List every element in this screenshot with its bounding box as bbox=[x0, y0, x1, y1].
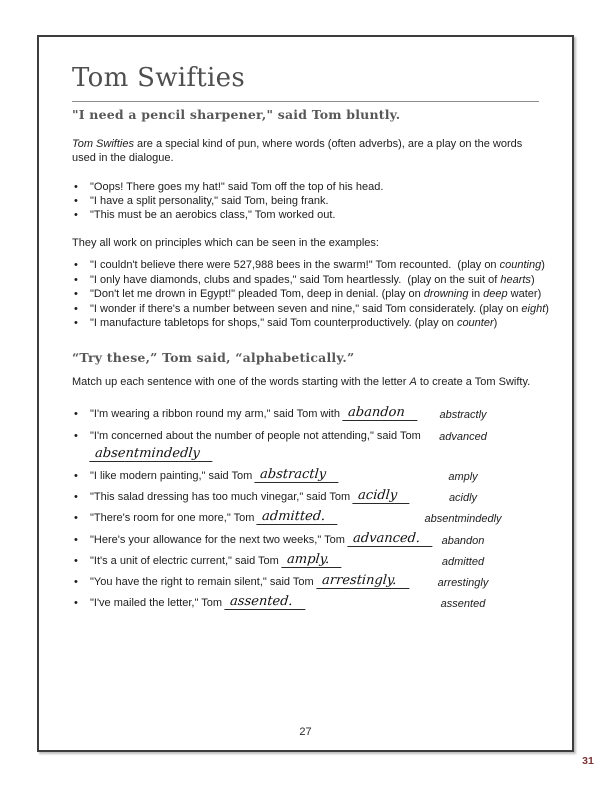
match-sentence bbox=[90, 405, 418, 420]
handwritten-answer: advanced. bbox=[347, 532, 433, 547]
pun-post: ) bbox=[493, 317, 498, 329]
handwritten-answer: abstractly bbox=[255, 468, 340, 483]
handwritten-answer: absentmindedly bbox=[89, 447, 213, 462]
bullet-icon: • bbox=[74, 470, 78, 482]
example-text: "Oops! There goes my hat!" said Tom off the top of his head. bbox=[90, 181, 384, 193]
sentence-text: "I'm wearing a ribbon round my arm," said Tom with bbox=[90, 408, 340, 420]
pun-mid: in bbox=[468, 288, 484, 300]
bullet-icon: • bbox=[74, 555, 78, 567]
word-option: absentmindedly bbox=[424, 513, 502, 525]
sentence-text: "It's a unit of electric current," said Tom bbox=[90, 555, 279, 567]
list-item bbox=[72, 258, 551, 273]
handwritten-answer: abandon bbox=[342, 406, 418, 421]
pun-post: ) bbox=[541, 259, 545, 271]
word-option: acidly bbox=[448, 492, 478, 504]
sentence-text: "This salad dressing has too much vinegar," said Tom bbox=[90, 491, 351, 503]
intro-paragraph bbox=[72, 137, 546, 165]
match-sentence bbox=[90, 552, 342, 567]
word-option: admitted bbox=[441, 556, 485, 568]
pun-pre: "I manufacture tabletops for shops," said Tom counterproductively. (play on bbox=[90, 317, 457, 329]
list-item bbox=[72, 194, 551, 208]
bullet-icon: • bbox=[74, 408, 78, 420]
pun-italic: drowning bbox=[423, 288, 469, 300]
pun-pre: "Don't let me drown in Egypt!" pleaded Tom, deep in denial. (play on bbox=[90, 288, 424, 300]
title-rule bbox=[72, 101, 539, 102]
sentence-text: "Here's your allowance for the next two weeks," Tom bbox=[90, 534, 345, 546]
intro-italic-term: Tom Swifties bbox=[72, 138, 134, 150]
bullet-icon: • bbox=[74, 597, 78, 609]
bullet-icon: • bbox=[74, 430, 78, 442]
word-option: arrestingly bbox=[437, 577, 489, 589]
instructions-pre: Match up each sentence with one of the words starting with the letter bbox=[72, 376, 410, 388]
word-option: advanced bbox=[439, 431, 487, 443]
handwritten-answer: assented. bbox=[224, 595, 306, 610]
pun-italic: counting bbox=[499, 259, 542, 271]
list-item bbox=[72, 273, 551, 288]
handwritten-answer: amply. bbox=[281, 553, 343, 568]
sentence-text: "You have the right to remain silent," said Tom bbox=[90, 576, 314, 588]
match-row bbox=[72, 490, 551, 505]
word-option: amply bbox=[448, 471, 478, 483]
pun-italic: counter bbox=[456, 317, 494, 329]
match-row bbox=[72, 511, 551, 526]
bullet-icon: • bbox=[74, 534, 78, 546]
pun-text bbox=[90, 317, 497, 329]
pun-text bbox=[90, 303, 549, 315]
instructions-post: to create a Tom Swifty. bbox=[416, 376, 531, 388]
match-instructions bbox=[72, 375, 530, 389]
bullet-icon: • bbox=[74, 259, 78, 271]
match-sentence bbox=[90, 573, 409, 588]
match-sentence bbox=[90, 467, 339, 482]
word-option: abandon bbox=[441, 535, 485, 547]
instructions-italic: A bbox=[409, 376, 417, 388]
pun-post: water) bbox=[507, 288, 542, 300]
word-option: abstractly bbox=[439, 409, 487, 421]
bullet-icon: • bbox=[74, 209, 78, 221]
bullet-icon: • bbox=[74, 576, 78, 588]
bullet-icon: • bbox=[74, 195, 78, 207]
worksheet-page bbox=[37, 35, 574, 752]
match-row bbox=[72, 407, 551, 422]
bullet-icon: • bbox=[74, 273, 78, 286]
bullet-icon: • bbox=[74, 302, 78, 315]
pun-post: ) bbox=[530, 273, 535, 286]
pun-italic: hearts bbox=[500, 273, 531, 286]
match-sentence bbox=[90, 509, 339, 524]
match-row bbox=[72, 429, 551, 463]
section-heading-pencil-sharpener: "I need a pencil sharpener," said Tom bluntly. bbox=[72, 107, 401, 122]
pun-pre: "I wonder if there's a number between seven and nine," said Tom considerately. (play on bbox=[90, 302, 522, 315]
list-item bbox=[72, 302, 551, 317]
matching-exercise bbox=[72, 404, 551, 639]
page-number: 27 bbox=[299, 726, 312, 738]
sheet-number: 31 bbox=[582, 755, 594, 767]
pun-examples-list bbox=[72, 258, 551, 331]
match-row bbox=[72, 554, 551, 569]
section-heading-try-these: “Try these,” Tom said, “alphabetically.” bbox=[72, 350, 355, 365]
examples-list bbox=[72, 180, 551, 222]
principles-text: They all work on principles which can be seen in the examples: bbox=[72, 237, 379, 249]
pun-italic: eight bbox=[521, 302, 546, 315]
word-option: assented bbox=[440, 598, 486, 610]
list-item bbox=[72, 287, 551, 302]
list-item bbox=[72, 180, 551, 194]
pun-post: ) bbox=[545, 302, 549, 315]
pun-text bbox=[90, 288, 541, 300]
pun-text bbox=[90, 259, 545, 271]
page-title: Tom Swifties bbox=[72, 63, 245, 93]
pun-pre: "I only have diamonds, clubs and spades," said Tom heartlessly. (play on the suit of bbox=[90, 273, 501, 286]
handwritten-answer: arrestingly. bbox=[316, 574, 410, 589]
sentence-text: "I'm concerned about the number of people not attending," said Tom bbox=[90, 430, 421, 442]
match-row bbox=[72, 469, 551, 484]
list-item bbox=[72, 316, 551, 331]
match-sentence bbox=[90, 594, 306, 609]
match-row bbox=[72, 533, 551, 548]
bullet-icon: • bbox=[74, 491, 78, 503]
sentence-text: "I've mailed the letter," Tom bbox=[90, 597, 222, 609]
pun-text bbox=[90, 274, 535, 286]
bullet-icon: • bbox=[74, 512, 78, 524]
match-sentence bbox=[90, 531, 433, 546]
match-row bbox=[72, 596, 551, 611]
list-item bbox=[72, 208, 551, 222]
pun-italic-2: deep bbox=[483, 288, 508, 300]
sentence-text: "There's room for one more," Tom bbox=[90, 512, 255, 524]
pun-pre: "I couldn't believe there were 527,988 bees in the swarm!" Tom recounted. (play on bbox=[90, 259, 500, 271]
handwritten-answer: admitted. bbox=[257, 510, 339, 525]
handwritten-answer: acidly bbox=[352, 489, 410, 504]
bullet-icon: • bbox=[74, 181, 78, 193]
example-text: "This must be an aerobics class," Tom worked out. bbox=[90, 209, 336, 221]
bullet-icon: • bbox=[74, 317, 78, 329]
match-sentence bbox=[90, 488, 410, 503]
intro-text: are a special kind of pun, where words (often adverbs), are a play on the words used in the dialogue. bbox=[72, 138, 523, 164]
example-text: "I have a split personality," said Tom, being frank. bbox=[90, 195, 329, 207]
bullet-icon: • bbox=[74, 288, 78, 300]
sentence-text: "I like modern painting," said Tom bbox=[90, 470, 253, 482]
page-content bbox=[72, 37, 549, 750]
match-row bbox=[72, 575, 551, 590]
